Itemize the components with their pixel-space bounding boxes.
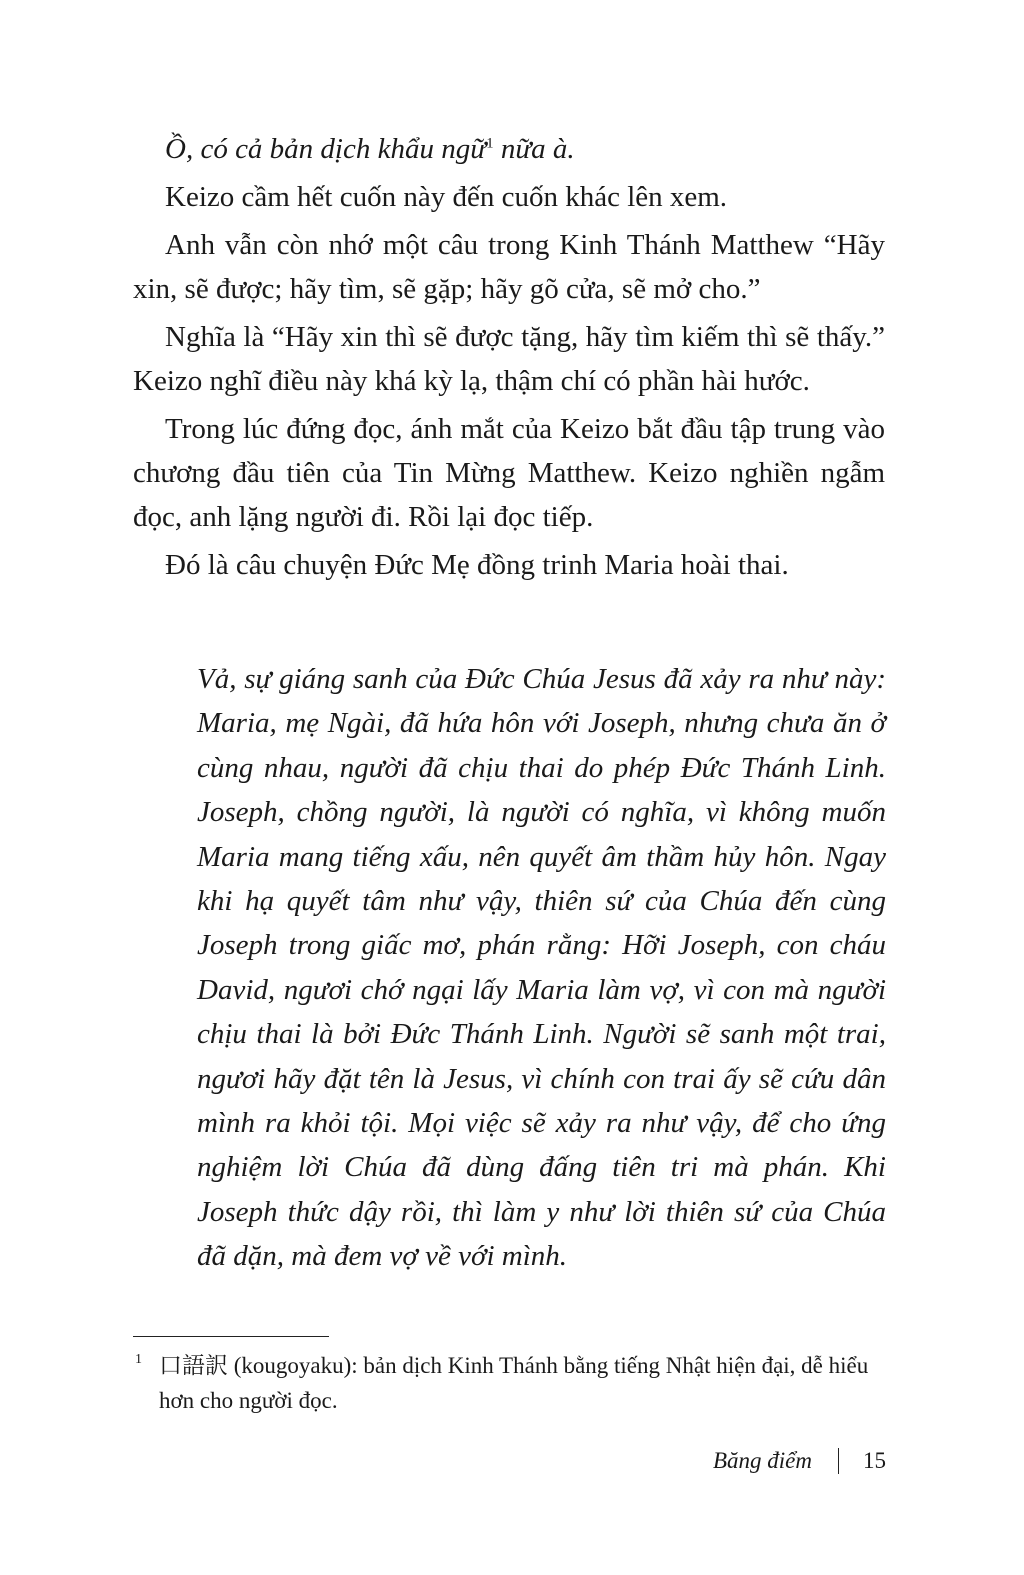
paragraph-1 (133, 127, 885, 171)
paragraph-2: Keizo cầm hết cuốn này đến cuốn khác lên xem. (165, 181, 728, 213)
paragraph-1-text: Ồ, có cả bản dịch khẩu ngữ (165, 133, 487, 165)
footnote-text: 口語訳 (kougoyaku): bản dịch Kinh Thánh bằng tiếng Nhật hiện đại, dễ hiểu hơn cho người đọc. (159, 1353, 869, 1413)
scripture-quote-text: Vả, sự giáng sanh của Đức Chúa Jesus đã xảy ra như này: Maria, mẹ Ngài, đã hứa hôn với Joseph, nhưng chưa ăn ở cùng nhau, người đã chịu thai do phép Đức Thánh Linh. Joseph, chồng người, là người có nghĩa, vì không muốn Maria mang tiếng xấu, nên quyết âm thầm hủy hôn. Ngay khi hạ quyết tâm như vậy, thiên sứ của Chúa đến cùng Joseph trong giấc mơ, phán rằng: Hỡi Joseph, con cháu David, ngươi chớ ngại lấy Maria làm vợ, vì con mà người chịu thai là bởi Đức Thánh Linh. Người sẽ sanh một trai, ngươi hãy đặt tên là Jesus, vì chính con trai ấy sẽ cứu dân mình ra khỏi tội. Mọi việc sẽ xảy ra như vậy, để cho ứng nghiệm lời Chúa đã dùng đấng tiên tri mà phán. Khi Joseph thức dậy rồi, thì làm y như lời thiên sứ của Chúa đã dặn, mà đem vợ về với mình. (197, 663, 886, 1273)
footnote (133, 1348, 893, 1418)
paragraph-6: Đó là câu chuyện Đức Mẹ đồng trinh Maria hoài thai. (165, 549, 789, 581)
footnote-number: 1 (135, 1352, 142, 1367)
paragraph-1-tail: nữa à. (493, 133, 575, 165)
footnote-reference: 1 (486, 135, 494, 152)
footer-separator (838, 1448, 839, 1474)
paragraph-4: Nghĩa là “Hãy xin thì sẽ được tặng, hãy tìm kiếm thì sẽ thấy.” Keizo nghĩ điều này khá kỳ lạ, thậm chí có phần hài hước. (133, 321, 885, 397)
page-number: 15 (863, 1448, 886, 1473)
footnote-divider (133, 1336, 329, 1337)
paragraph-3: Anh vẫn còn nhớ một câu trong Kinh Thánh Matthew “Hãy xin, sẽ được; hãy tìm, sẽ gặp; hãy gõ cửa, sẽ mở cho.” (133, 229, 885, 305)
running-footer (713, 1446, 886, 1476)
body-text (133, 127, 885, 591)
paragraph-5: Trong lúc đứng đọc, ánh mắt của Keizo bắt đầu tập trung vào chương đầu tiên của Tin Mừng Matthew. Keizo nghiền ngẫm đọc, anh lặng người đi. Rồi lại đọc tiếp. (133, 413, 885, 533)
scripture-quote (197, 657, 886, 1279)
book-title: Băng điểm (712, 1448, 812, 1473)
